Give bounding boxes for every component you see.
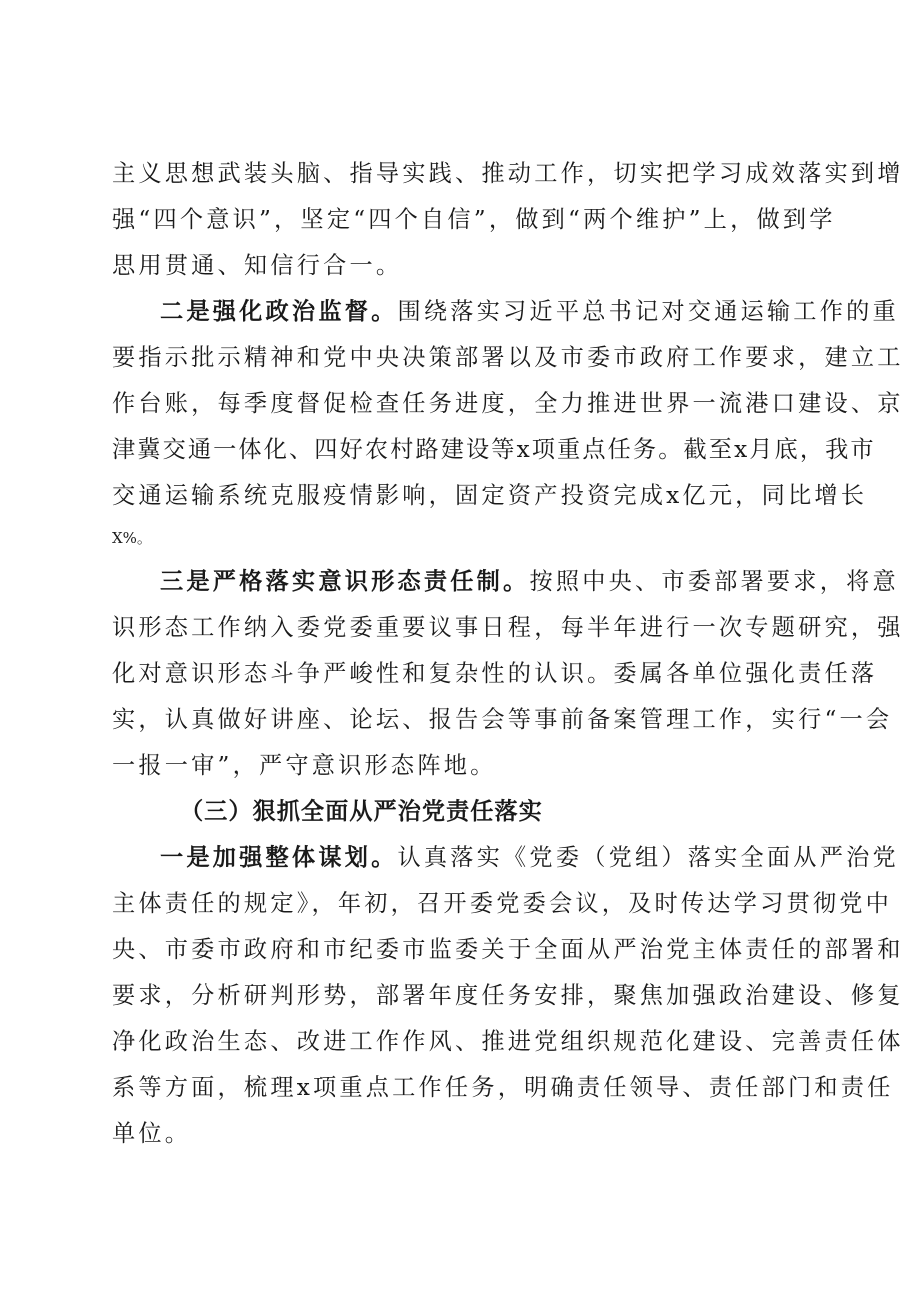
paragraph-lead-heading: 三是严格落实意识形态责任制。	[160, 568, 530, 595]
paragraph-text: 认真落实《党委（党组）落实全面从严治党	[397, 844, 899, 871]
paragraph-line: 主义思想武装头脑、指导实践、推动工作，切实把学习成效落实到增	[112, 160, 904, 187]
paragraph-text: 按照中央、市委部署要求，将意	[529, 568, 899, 595]
paragraph-line: 主体责任的规定》，年初，召开委党委会议，及时传达学习贯彻党中	[112, 890, 893, 917]
paragraph-lead-heading: 一是加强整体谋划。	[160, 844, 398, 871]
paragraph-first-line	[160, 564, 899, 600]
paragraph-line: 要求，分析研判形势，部署年度任务安排，聚焦加强政治建设、修复	[112, 982, 904, 1009]
paragraph-text: 围绕落实习近平总书记对交通运输工作的重	[397, 298, 899, 325]
paragraph-line: 央、市委市政府和市纪委市监委关于全面从严治党主体责任的部署和	[112, 936, 904, 963]
paragraph-line: 要指示批示精神和党中央决策部署以及市委市政府工作要求，建立工	[112, 344, 904, 371]
paragraph-line: 交通运输系统克服疫情影响，固定资产投资完成x亿元，同比增长	[112, 482, 868, 509]
paragraph-line: 化对意识形态斗争严峻性和复杂性的认识。委属各单位强化责任落	[112, 660, 878, 687]
paragraph-lead-heading: 二是强化政治监督。	[160, 298, 398, 325]
paragraph-first-line	[160, 840, 899, 876]
paragraph-line: 津冀交通一体化、四好农村路建设等x项重点任务。截至x月底，我市	[112, 436, 876, 463]
paragraph-line: 作台账，每季度督促检查任务进度，全力推进世界一流港口建设、京	[112, 390, 904, 417]
paragraph-line: 强“四个意识”，坚定“四个自信”，做到“两个维护”上，做到学	[112, 206, 836, 233]
paragraph-line: 实，认真做好讲座、论坛、报告会等事前备案管理工作，实行“一会	[112, 706, 893, 733]
paragraph-line: 识形态工作纳入委党委重要议事日程，每半年进行一次专题研究，强	[112, 614, 904, 641]
paragraph-line: 一报一审”，严守意识形态阵地。	[112, 752, 497, 779]
paragraph-line: 单位。	[112, 1120, 192, 1147]
paragraph-line: 思用贯通、知信行合一。	[112, 252, 403, 279]
section-heading: （三）狠抓全面从严治党责任落实	[180, 798, 543, 825]
paragraph-first-line	[160, 294, 899, 330]
paragraph-line: 净化政治生态、改进工作作风、推进党组织规范化建设、完善责任体	[112, 1028, 904, 1055]
paragraph-line: X%。	[112, 529, 152, 547]
paragraph-line: 系等方面，梳理x项重点工作任务，明确责任领导、责任部门和责任	[112, 1074, 894, 1101]
